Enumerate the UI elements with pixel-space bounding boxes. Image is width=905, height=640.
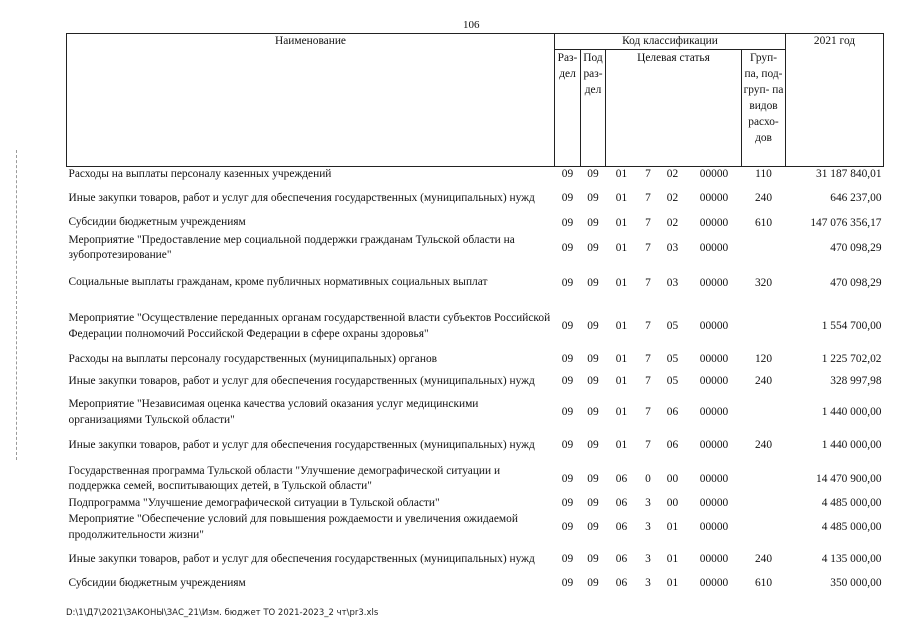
row-amount: 1 225 702,02 xyxy=(821,352,882,365)
row-direction: 00000 xyxy=(699,276,729,289)
row-subprogram: 0 xyxy=(645,472,651,485)
row-subsection: 09 xyxy=(587,168,599,181)
row-direction: 00000 xyxy=(699,521,729,533)
row-expense-type: 320 xyxy=(754,276,773,289)
row-subprogram: 7 xyxy=(645,216,651,229)
row-direction: 00000 xyxy=(699,497,729,510)
row-event: 05 xyxy=(666,320,679,332)
row-section: 09 xyxy=(561,472,574,485)
row-event: 06 xyxy=(666,406,679,418)
row-program: 06 xyxy=(615,497,628,510)
header-subsection xyxy=(581,50,606,167)
row-subprogram: 7 xyxy=(645,276,651,289)
table-row xyxy=(67,429,884,462)
row-expense-type: 240 xyxy=(754,192,773,204)
row-program: 01 xyxy=(615,352,628,365)
row-direction: 00000 xyxy=(699,553,729,565)
row-program: 01 xyxy=(615,216,628,229)
row-subsection: 09 xyxy=(587,553,599,565)
row-name: Мероприятие "Обеспечение условий для повышения рождаемости и увеличения ожидаемой продолжительности жизни" xyxy=(68,513,518,541)
row-subprogram: 3 xyxy=(645,553,651,565)
row-event: 01 xyxy=(666,553,679,565)
header-section-label: Раз- дел xyxy=(557,52,578,80)
row-name: Мероприятие "Предоставление мер социальной поддержки гражданам Тульской области на зубопротезирование" xyxy=(68,233,515,261)
row-subsection: 09 xyxy=(587,241,599,254)
row-program: 01 xyxy=(615,320,628,332)
row-name: Мероприятие "Независимая оценка качества условий оказания услуг медицинскими организациями Тульской области" xyxy=(68,398,479,426)
row-amount: 147 076 356,17 xyxy=(810,216,882,229)
row-subprogram: 7 xyxy=(645,375,651,387)
row-program: 01 xyxy=(615,375,628,387)
row-subprogram: 3 xyxy=(645,497,651,510)
scan-margin-line xyxy=(16,150,18,460)
row-event: 02 xyxy=(666,168,679,181)
table-row xyxy=(67,496,884,512)
row-expense-type xyxy=(742,232,786,265)
table-row xyxy=(67,462,884,496)
row-direction: 00000 xyxy=(699,352,729,365)
row-name: Социальные выплаты гражданам, кроме публичных нормативных социальных выплат xyxy=(68,276,488,289)
row-subprogram: 7 xyxy=(645,192,651,204)
table-row xyxy=(67,232,884,265)
row-amount: 4 485 000,00 xyxy=(821,497,882,510)
row-direction: 00000 xyxy=(699,168,729,181)
header-code-group-label: Код классификации xyxy=(622,35,718,47)
row-event: 01 xyxy=(666,521,679,533)
row-expense-type: 240 xyxy=(754,553,773,565)
row-name: Государственная программа Тульской области "Улучшение демографической ситуации и поддержка семей, воспитывающих детей, в Тульской области" xyxy=(68,464,501,492)
row-program: 01 xyxy=(615,192,628,204)
row-expense-type: 110 xyxy=(755,168,772,181)
row-subprogram: 3 xyxy=(645,521,651,533)
row-subsection: 09 xyxy=(587,521,599,533)
row-amount: 4 135 000,00 xyxy=(821,553,882,565)
row-program: 01 xyxy=(615,168,628,181)
row-expense-type: 610 xyxy=(754,577,773,589)
table-row xyxy=(67,367,884,396)
row-event: 00 xyxy=(666,497,679,510)
row-direction: 00000 xyxy=(699,577,729,589)
table-row xyxy=(67,183,884,215)
row-name: Иные закупки товаров, работ и услуг для обеспечения государственных (муниципальных) нужд xyxy=(68,552,535,565)
row-name: Расходы на выплаты персоналу казенных учреждений xyxy=(68,168,332,180)
row-direction: 00000 xyxy=(699,472,729,485)
row-event: 00 xyxy=(666,472,679,485)
row-name: Субсидии бюджетным учреждениям xyxy=(68,216,246,229)
row-section: 09 xyxy=(561,521,574,533)
row-amount: 350 000,00 xyxy=(830,577,882,589)
row-section: 09 xyxy=(561,216,574,229)
row-section: 09 xyxy=(561,276,574,289)
header-year-label: 2021 год xyxy=(813,35,856,47)
row-event: 03 xyxy=(666,276,679,289)
table-row xyxy=(67,265,884,302)
row-program: 06 xyxy=(615,577,628,589)
row-program: 06 xyxy=(615,553,628,565)
row-name: Подпрограмма "Улучшение демографической ситуации в Тульской области" xyxy=(68,497,440,509)
row-subprogram: 7 xyxy=(645,406,651,418)
row-direction: 00000 xyxy=(699,192,729,204)
header-section xyxy=(555,50,581,167)
header-target-article-label: Целевая статья xyxy=(637,52,710,64)
row-amount: 328 997,98 xyxy=(830,375,882,387)
header-group xyxy=(742,50,786,167)
row-amount: 646 237,00 xyxy=(830,192,882,204)
row-amount: 470 098,29 xyxy=(830,276,882,289)
row-section: 09 xyxy=(561,241,574,254)
row-section: 09 xyxy=(561,577,574,589)
row-program: 06 xyxy=(615,472,628,485)
row-direction: 00000 xyxy=(699,216,729,229)
table-header xyxy=(67,34,884,167)
row-subprogram: 7 xyxy=(645,439,651,451)
header-group-label: Груп- па, под- груп- па видов расхо- дов xyxy=(743,52,784,144)
row-program: 01 xyxy=(615,406,628,418)
table-row xyxy=(67,215,884,232)
row-subsection: 09 xyxy=(587,577,599,589)
row-amount: 4 485 000,00 xyxy=(821,521,882,533)
row-amount: 470 098,29 xyxy=(830,241,882,254)
row-subsection: 09 xyxy=(587,497,599,510)
row-name: Иные закупки товаров, работ и услуг для обеспечения государственных (муниципальных) нужд xyxy=(68,374,535,387)
header-subsection-label: Под раз- дел xyxy=(583,52,603,96)
row-direction: 00000 xyxy=(699,439,729,451)
row-expense-type xyxy=(742,496,786,512)
row-direction: 00000 xyxy=(699,406,729,418)
row-event: 05 xyxy=(666,375,679,387)
row-name: Иные закупки товаров, работ и услуг для обеспечения государственных (муниципальных) нужд xyxy=(68,438,535,451)
row-section: 09 xyxy=(561,497,574,510)
row-amount: 14 470 900,00 xyxy=(816,472,882,485)
row-name: Субсидии бюджетным учреждениям xyxy=(68,576,246,589)
row-name: Расходы на выплаты персоналу государственных (муниципальных) органов xyxy=(68,352,438,365)
row-section: 09 xyxy=(561,406,574,418)
row-expense-type: 120 xyxy=(754,352,773,365)
header-name-label: Наименование xyxy=(275,35,346,47)
row-event: 05 xyxy=(666,352,679,365)
row-subsection: 09 xyxy=(587,216,599,229)
row-amount: 1 440 000,00 xyxy=(821,406,882,418)
row-subprogram: 7 xyxy=(645,241,651,254)
row-subprogram: 7 xyxy=(645,320,651,332)
row-amount: 1 440 000,00 xyxy=(821,439,882,451)
header-year xyxy=(786,34,884,167)
row-section: 09 xyxy=(561,375,574,387)
row-direction: 00000 xyxy=(699,241,729,254)
table-row xyxy=(67,512,884,544)
row-subsection: 09 xyxy=(587,406,599,418)
row-section: 09 xyxy=(561,192,574,204)
row-section: 09 xyxy=(561,553,574,565)
row-event: 02 xyxy=(666,192,679,204)
table-row xyxy=(67,167,884,183)
row-subprogram: 7 xyxy=(645,352,651,365)
table-row xyxy=(67,352,884,368)
row-section: 09 xyxy=(561,168,574,181)
row-program: 06 xyxy=(615,521,628,533)
row-event: 01 xyxy=(666,577,679,589)
row-event: 03 xyxy=(666,241,679,254)
row-subsection: 09 xyxy=(587,320,599,332)
table-row xyxy=(67,302,884,352)
row-expense-type xyxy=(742,462,786,496)
row-expense-type: 610 xyxy=(754,216,773,229)
row-subprogram: 7 xyxy=(645,168,651,181)
footer-file-path: D:\1\Д7\2021\ЗАКОНЫ\ЗАС_21\Изм. бюджет ТО 2021-2023_2 чт\pr3.xls xyxy=(66,608,379,618)
row-program: 01 xyxy=(615,241,628,254)
header-code-group xyxy=(555,34,786,50)
table-row xyxy=(67,544,884,576)
row-subsection: 09 xyxy=(587,276,599,289)
row-subprogram: 3 xyxy=(645,577,651,589)
row-subsection: 09 xyxy=(587,375,599,387)
row-subsection: 09 xyxy=(587,192,599,204)
row-event: 06 xyxy=(666,439,679,451)
row-direction: 00000 xyxy=(699,320,729,332)
table-row xyxy=(67,396,884,429)
row-name: Иные закупки товаров, работ и услуг для обеспечения государственных (муниципальных) нужд xyxy=(68,191,535,204)
row-expense-type: 240 xyxy=(754,439,773,451)
header-target-article xyxy=(606,50,742,167)
page-number: 106 xyxy=(463,19,480,31)
row-name: Мероприятие "Осуществление переданных органам государственной власти субъектов Российской Федерации полномочий Российской Федерации в сфере охраны здоровья" xyxy=(68,312,551,340)
row-section: 09 xyxy=(561,439,574,451)
row-amount: 31 187 840,01 xyxy=(816,168,882,181)
row-section: 09 xyxy=(561,352,574,365)
table-row xyxy=(67,576,884,592)
row-subsection: 09 xyxy=(587,352,599,365)
row-expense-type: 240 xyxy=(754,375,773,387)
row-program: 01 xyxy=(615,276,628,289)
budget-table xyxy=(66,33,884,592)
row-subsection: 09 xyxy=(587,472,599,485)
row-amount: 1 554 700,00 xyxy=(821,320,882,332)
row-expense-type xyxy=(742,512,786,544)
table-body xyxy=(67,167,884,592)
row-expense-type xyxy=(742,396,786,429)
row-expense-type xyxy=(742,302,786,352)
row-subsection: 09 xyxy=(587,439,599,451)
header-name xyxy=(67,34,555,167)
row-direction: 00000 xyxy=(699,375,729,387)
row-section: 09 xyxy=(561,320,574,332)
row-event: 02 xyxy=(666,216,679,229)
row-program: 01 xyxy=(615,439,628,451)
